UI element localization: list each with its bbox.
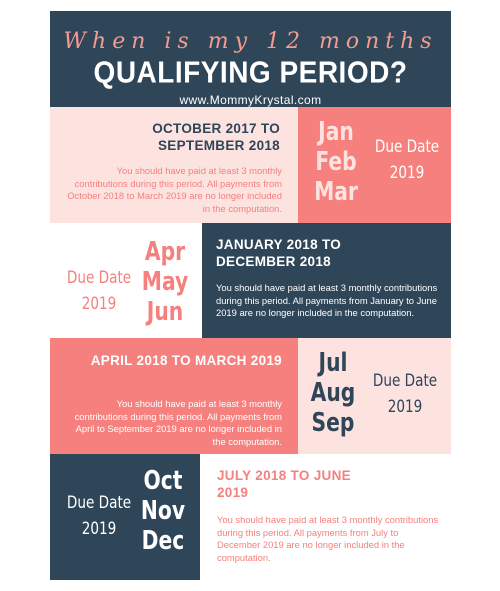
due-date-year: 2019 bbox=[81, 294, 117, 314]
period-title-3: APRIL 2018 TO MARCH 2019 bbox=[90, 353, 282, 368]
due-date-2 bbox=[60, 265, 138, 317]
month-label: Jan bbox=[318, 117, 354, 147]
due-date-4 bbox=[60, 490, 138, 542]
due-date-3 bbox=[364, 368, 446, 420]
month-label: Jun bbox=[146, 297, 184, 327]
due-date-year: 2019 bbox=[387, 397, 423, 417]
website-link: www.MommyKrystal.com bbox=[179, 93, 322, 107]
period-panel-1 bbox=[50, 107, 298, 223]
script-title: When is my 12 months bbox=[63, 29, 438, 54]
due-panel-4 bbox=[50, 454, 200, 580]
period-panel-3 bbox=[50, 338, 298, 454]
due-panel-2 bbox=[50, 223, 202, 338]
period-description-1: You should have paid at least 3 monthly contributions during this period. All payments from October 2018 to March 2019 are no longer included in the computation. bbox=[67, 165, 282, 214]
due-date-1 bbox=[366, 134, 448, 186]
month-label: Jul bbox=[318, 348, 348, 378]
due-date-label: Due Date bbox=[374, 137, 440, 157]
main-title: QUALIFYING PERIOD? bbox=[93, 55, 408, 90]
month-label: Dec bbox=[141, 526, 185, 556]
month-label: Sep bbox=[311, 408, 355, 438]
month-label: Aug bbox=[310, 378, 356, 408]
period-panel-2 bbox=[202, 223, 451, 338]
due-date-label: Due Date bbox=[66, 493, 132, 513]
due-date-year: 2019 bbox=[81, 519, 117, 539]
month-label: Apr bbox=[144, 237, 186, 267]
due-date-label: Due Date bbox=[66, 268, 132, 288]
month-label: Mar bbox=[314, 177, 358, 207]
due-panel-1 bbox=[298, 107, 451, 223]
period-description-4: You should have paid at least 3 monthly contributions during this period. All payments from July to December 2019 are no longer included in the computation. bbox=[217, 514, 439, 563]
months-3 bbox=[309, 348, 357, 438]
months-4 bbox=[139, 466, 187, 556]
due-date-label: Due Date bbox=[372, 371, 438, 391]
period-title-4: JULY 2018 TO JUNE 2019 bbox=[217, 468, 351, 500]
period-description-2: You should have paid at least 3 monthly contributions during this period. All payments from January to June 2019 are no longer included in the computation. bbox=[216, 282, 438, 318]
month-label: Nov bbox=[140, 496, 186, 526]
month-label: May bbox=[141, 267, 189, 297]
due-date-year: 2019 bbox=[389, 163, 425, 183]
period-description-3: You should have paid at least 3 monthly contributions during this period. All payments from April to September 2019 are no longer included in the computation. bbox=[74, 398, 282, 447]
infographic bbox=[50, 11, 451, 580]
header-banner bbox=[50, 11, 451, 107]
month-label: Feb bbox=[315, 147, 357, 177]
period-title-1: OCTOBER 2017 TO SEPTEMBER 2018 bbox=[152, 121, 280, 153]
month-label: Oct bbox=[143, 466, 183, 496]
period-panel-4 bbox=[200, 454, 451, 580]
months-1 bbox=[311, 117, 361, 207]
months-2 bbox=[141, 237, 189, 327]
period-title-2: JANUARY 2018 TO DECEMBER 2018 bbox=[216, 237, 342, 269]
due-panel-3 bbox=[298, 338, 451, 454]
